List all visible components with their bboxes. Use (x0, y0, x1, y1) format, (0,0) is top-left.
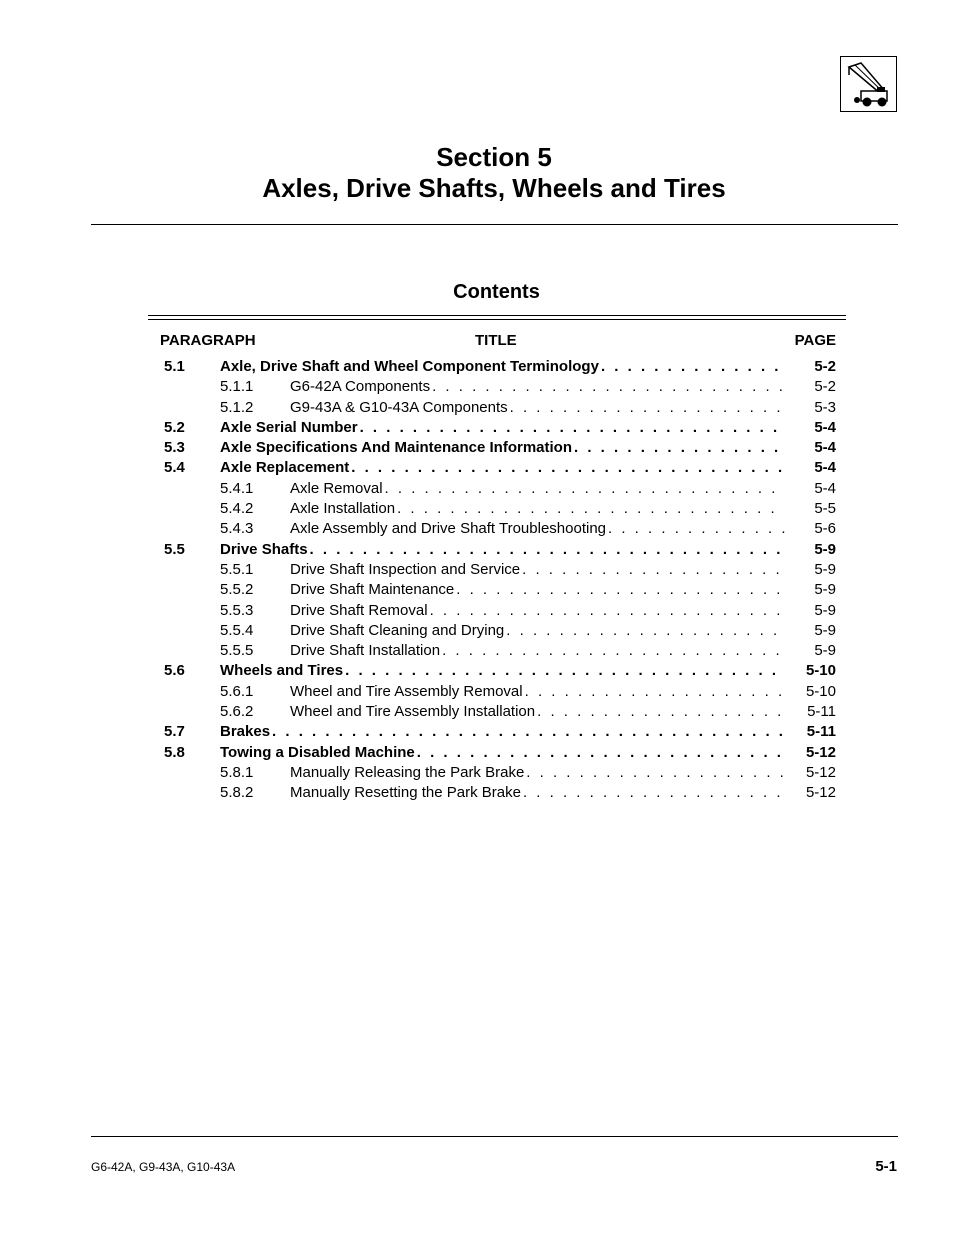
toc-leader-dots (397, 499, 785, 519)
toc-entry-title-wrap (290, 682, 785, 702)
toc-entry-page: 5-4 (814, 459, 836, 477)
toc-entry-title-wrap (290, 641, 785, 661)
toc-entry-title-wrap (290, 783, 785, 803)
toc-entry-title-wrap (290, 519, 785, 539)
toc-entry-page: 5-4 (814, 479, 836, 497)
contents-double-rule (148, 315, 846, 320)
toc-entry-title-wrap (220, 357, 785, 377)
toc-entry[interactable] (0, 601, 954, 621)
contents-heading: Contents (453, 281, 540, 303)
column-header-page: PAGE (794, 332, 836, 349)
toc-entry-number: 5.6.1 (220, 682, 254, 700)
toc-leader-dots (456, 580, 785, 600)
toc-entry[interactable] (0, 479, 954, 499)
toc-entry[interactable] (0, 398, 954, 418)
toc-entry-number: 5.6.2 (220, 703, 254, 721)
toc-entry[interactable] (0, 540, 954, 560)
toc-entry-number: 5.8 (164, 743, 185, 761)
toc-entry[interactable] (0, 743, 954, 763)
toc-entry-page: 5-10 (805, 682, 836, 700)
toc-entry[interactable] (0, 722, 954, 742)
toc-entry-page: 5-2 (814, 358, 836, 375)
section-logo (840, 56, 897, 112)
toc-entry-title-wrap (290, 499, 785, 519)
toc-entry-title: Drive Shafts (220, 540, 308, 558)
toc-entry-page: 5-12 (805, 763, 836, 781)
header-divider (91, 224, 898, 225)
toc-entry-page: 5-5 (814, 500, 836, 518)
toc-entry-page: 5-9 (814, 601, 836, 619)
toc-leader-dots (506, 621, 785, 641)
toc-entry-number: 5.4.1 (220, 479, 254, 497)
section-title: Axles, Drive Shafts, Wheels and Tires (262, 173, 726, 203)
toc-entry[interactable] (0, 418, 954, 438)
toc-leader-dots (510, 398, 785, 418)
toc-entry-number: 5.8.2 (220, 784, 254, 802)
toc-entry-page: 5-10 (805, 662, 836, 680)
toc-entry[interactable] (0, 499, 954, 519)
toc-entry-title: Drive Shaft Inspection and Service (290, 560, 521, 578)
toc-leader-dots (310, 540, 785, 560)
toc-entry-title: Wheel and Tire Assembly Removal (290, 682, 523, 700)
toc-entry-page: 5-12 (805, 784, 836, 802)
toc-entry-title-wrap (290, 580, 785, 600)
toc-entry-title-wrap (290, 621, 785, 641)
toc-entry[interactable] (0, 783, 954, 803)
toc-entry[interactable] (0, 560, 954, 580)
toc-entry[interactable] (0, 519, 954, 539)
toc-entry-title: Towing a Disabled Machine (220, 743, 415, 761)
toc-entry-page: 5-11 (806, 723, 836, 741)
toc-entry-title: Drive Shaft Cleaning and Drying (290, 621, 505, 639)
toc-entry-title: Wheels and Tires (220, 662, 344, 680)
toc-entry-page: 5-6 (814, 520, 836, 538)
toc-entry-title: Drive Shaft Maintenance (290, 581, 455, 599)
toc-entry-title-wrap (220, 418, 785, 438)
toc-entry-page: 5-9 (814, 581, 836, 599)
toc-leader-dots (526, 763, 785, 783)
toc-entry-title: G9-43A & G10-43A Components (290, 398, 508, 416)
toc-entry-title-wrap (290, 398, 785, 418)
toc-entry-title: Axle Assembly and Drive Shaft Troubleshooting (290, 520, 607, 538)
toc-entry-title-wrap (220, 438, 785, 458)
toc-entry-title-wrap (220, 722, 785, 742)
toc-entry-number: 5.6 (164, 662, 185, 680)
toc-leader-dots (360, 418, 785, 438)
toc-leader-dots (430, 601, 785, 621)
toc-entry-title-wrap (290, 702, 785, 722)
toc-leader-dots (601, 357, 785, 377)
toc-leader-dots (385, 479, 785, 499)
toc-leader-dots (537, 702, 785, 722)
toc-entry-number: 5.7 (164, 723, 185, 741)
toc-entry[interactable] (0, 763, 954, 783)
footer-divider (91, 1136, 898, 1137)
toc-leader-dots (523, 783, 785, 803)
toc-leader-dots (525, 682, 785, 702)
section-number: Section 5 (436, 142, 552, 172)
toc-entry-number: 5.1.2 (220, 398, 254, 416)
toc-entry-page: 5-2 (814, 378, 836, 396)
toc-entry-number: 5.5.2 (220, 581, 254, 599)
toc-entry[interactable] (0, 357, 954, 377)
toc-entry-number: 5.1.1 (220, 378, 254, 396)
toc-entry-title-wrap (290, 377, 785, 397)
toc-entry-title: Brakes (220, 723, 271, 741)
footer-page-number: 5-1 (875, 1158, 897, 1175)
toc-entry-title: Axle Replacement (220, 459, 350, 477)
lift-machine-icon (841, 57, 896, 111)
toc-entry-title: Axle, Drive Shaft and Wheel Component Terminology (220, 358, 599, 375)
toc-entry-title-wrap (220, 540, 785, 560)
toc-entry-title: Axle Specifications And Maintenance Information (220, 439, 573, 457)
section-title-block (90, 142, 898, 204)
toc-entry-number: 5.8.1 (220, 763, 254, 781)
toc-entry-number: 5.4 (164, 459, 185, 477)
toc-entry[interactable] (0, 580, 954, 600)
toc-leader-dots (272, 722, 785, 742)
toc-entry[interactable] (0, 661, 954, 681)
toc-entry-page: 5-12 (805, 743, 836, 761)
toc-leader-dots (351, 458, 785, 478)
toc-entry-page: 5-9 (814, 560, 836, 578)
toc-entry-title: Axle Installation (290, 500, 396, 518)
column-header-paragraph: PARAGRAPH (160, 332, 256, 349)
toc-entry-title: Axle Removal (290, 479, 383, 497)
toc-entry-page: 5-9 (814, 621, 836, 639)
toc-entry-title-wrap (290, 479, 785, 499)
toc-entry-number: 5.5.3 (220, 601, 254, 619)
toc-entry-title: G6-42A Components (290, 378, 431, 396)
toc-entry-title-wrap (290, 601, 785, 621)
toc-entry[interactable] (0, 621, 954, 641)
toc-entry-number: 5.4.2 (220, 500, 254, 518)
toc-entry-page: 5-9 (814, 540, 836, 558)
toc-leader-dots (608, 519, 785, 539)
toc-entry-number: 5.5.5 (220, 642, 254, 660)
toc-leader-dots (417, 743, 785, 763)
toc-entry-page: 5-4 (814, 439, 836, 457)
toc-entry-title: Axle Serial Number (220, 418, 358, 436)
toc-entry[interactable] (0, 377, 954, 397)
toc-entry-number: 5.1 (164, 358, 185, 375)
toc-entry[interactable] (0, 458, 954, 478)
column-header-title: TITLE (475, 332, 517, 349)
toc-entry-page: 5-9 (814, 642, 836, 660)
toc-entry-number: 5.5.1 (220, 560, 254, 578)
toc-entry[interactable] (0, 702, 954, 722)
toc-entry-title-wrap (290, 763, 785, 783)
toc-leader-dots (522, 560, 785, 580)
toc-leader-dots (432, 377, 785, 397)
toc-entry-number: 5.2 (164, 418, 185, 436)
table-of-contents (0, 357, 954, 804)
toc-entry-page: 5-3 (814, 398, 836, 416)
toc-entry-page: 5-11 (807, 703, 836, 721)
toc-entry-title-wrap (290, 560, 785, 580)
toc-entry-number: 5.5.4 (220, 621, 254, 639)
toc-entry-title: Drive Shaft Installation (290, 642, 441, 660)
toc-entry-title: Drive Shaft Removal (290, 601, 428, 619)
toc-entry-number: 5.5 (164, 540, 185, 558)
toc-entry-title: Manually Resetting the Park Brake (290, 784, 521, 802)
toc-entry-title: Manually Releasing the Park Brake (290, 763, 525, 781)
toc-entry-title-wrap (220, 661, 785, 681)
toc-entry-title-wrap (220, 458, 785, 478)
toc-entry-title-wrap (220, 743, 785, 763)
toc-entry[interactable] (0, 682, 954, 702)
toc-entry-number: 5.3 (164, 439, 185, 457)
toc-entry[interactable] (0, 641, 954, 661)
footer-models: G6-42A, G9-43A, G10-43A (91, 1160, 236, 1174)
toc-entry[interactable] (0, 438, 954, 458)
toc-entry-page: 5-4 (814, 418, 836, 436)
toc-leader-dots (442, 641, 785, 661)
toc-leader-dots (345, 661, 785, 681)
toc-leader-dots (574, 438, 785, 458)
toc-entry-number: 5.4.3 (220, 520, 254, 538)
toc-entry-title: Wheel and Tire Assembly Installation (290, 703, 536, 721)
